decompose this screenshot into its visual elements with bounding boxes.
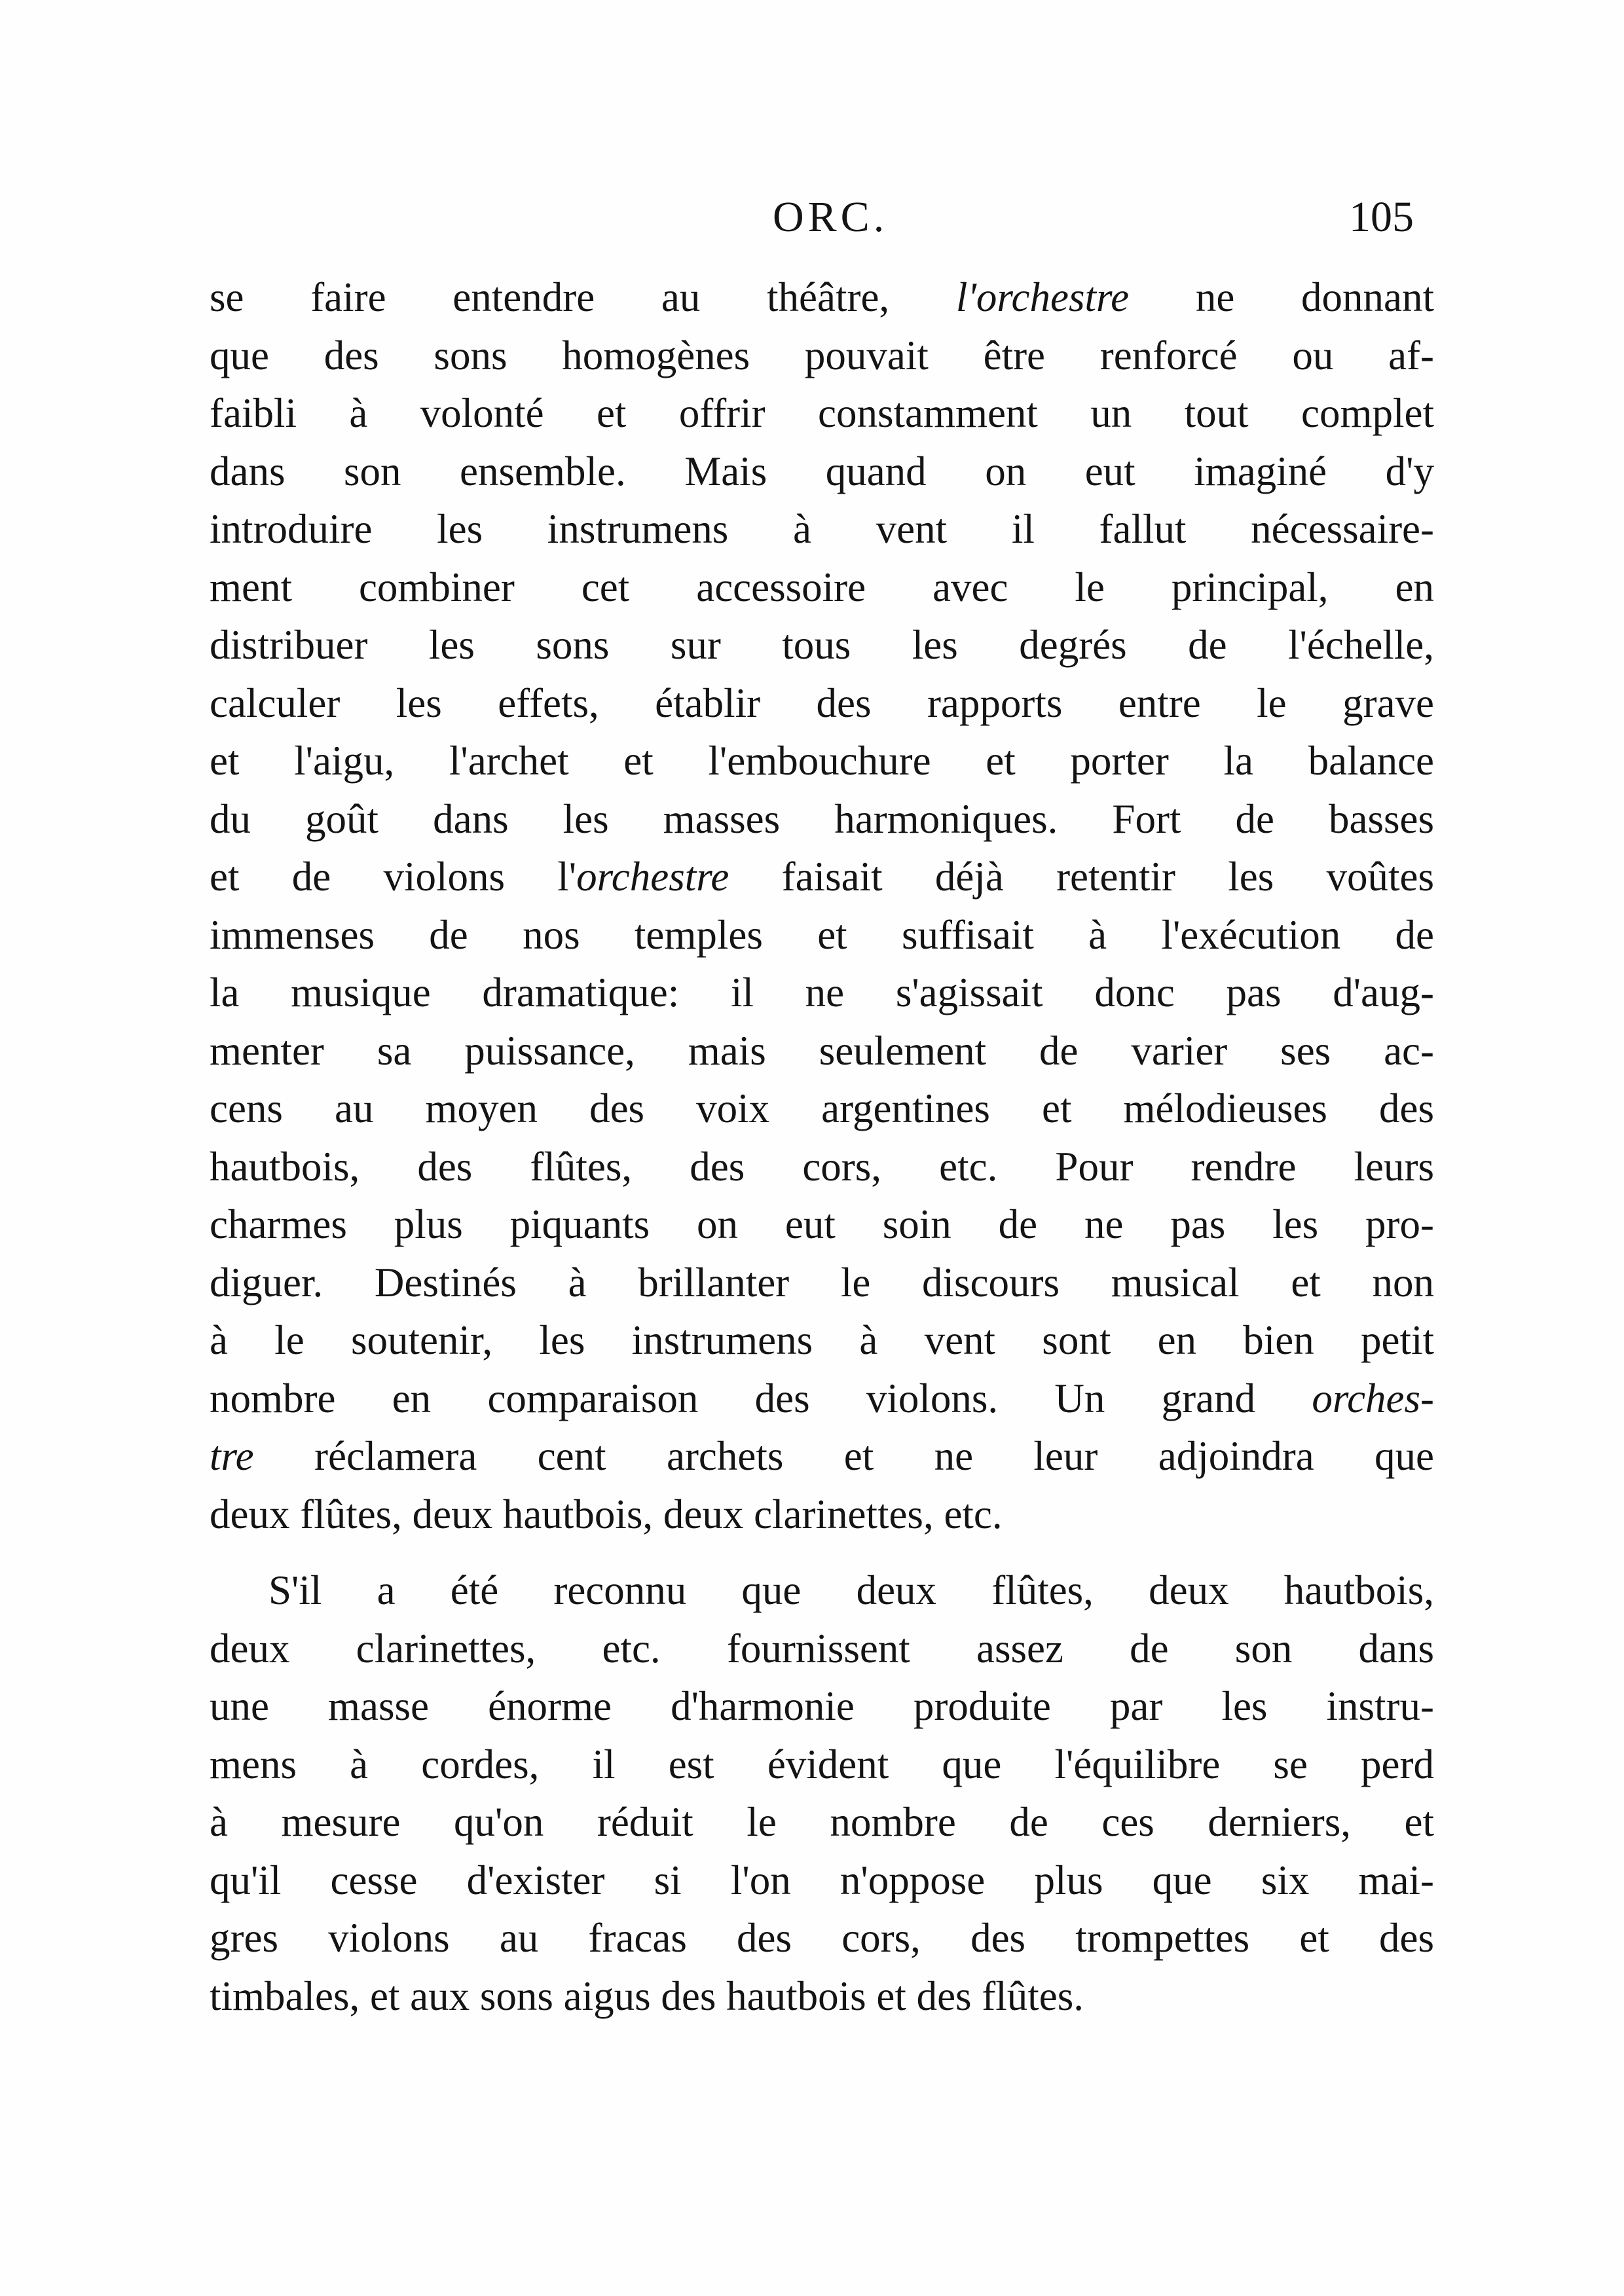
text-line: diguer. Destinés à brillanter le discours musical et non bbox=[210, 1259, 1434, 1305]
page-number: 105 bbox=[1349, 193, 1414, 241]
text-line: cens au moyen des voix argentines et mélodieuses des bbox=[210, 1085, 1434, 1131]
text-line: mens à cordes, il est évident que l'équilibre se perd bbox=[210, 1741, 1434, 1787]
text-line: se faire entendre au théâtre, l'orchestre ne donnant bbox=[210, 274, 1434, 320]
text-line: une masse énorme d'harmonie produite par les instru- bbox=[210, 1683, 1434, 1729]
text-line: la musique dramatique: il ne s'agissait donc pas d'aug- bbox=[210, 970, 1434, 1015]
text-line: hautbois, des flûtes, des cors, etc. Pour rendre leurs bbox=[210, 1143, 1434, 1190]
text-line: introduire les instrumens à vent il fallut nécessaire- bbox=[210, 506, 1434, 552]
italic-term: l'orchestre bbox=[955, 274, 1130, 320]
text-line: deux clarinettes, etc. fournissent assez de son dans bbox=[210, 1625, 1434, 1671]
text-line: S'il a été reconnu que deux flûtes, deux hautbois, bbox=[268, 1567, 1434, 1613]
paragraph-gap bbox=[210, 1543, 1434, 1561]
text-line: à mesure qu'on réduit le nombre de ces derniers, et bbox=[210, 1799, 1434, 1845]
text-line: immenses de nos temples et suffisait à l'exécution de bbox=[210, 911, 1434, 958]
text-line: nombre en comparaison des violons. Un grand orches- bbox=[210, 1375, 1434, 1421]
text-line: tre réclamera cent archets et ne leur adjoindra que bbox=[210, 1433, 1434, 1479]
text-line: du goût dans les masses harmoniques. Fort de basses bbox=[210, 795, 1434, 842]
text-line: dans son ensemble. Mais quand on eut imaginé d'y bbox=[210, 448, 1434, 494]
text-line: calculer les effets, établir des rapports entre le grave bbox=[210, 680, 1434, 726]
text-line: et l'aigu, l'archet et l'embouchure et porter la balance bbox=[210, 738, 1434, 784]
page-header bbox=[0, 185, 1624, 257]
body-text bbox=[210, 268, 1434, 2025]
text-line: charmes plus piquants on eut soin de ne pas les pro- bbox=[210, 1201, 1434, 1247]
text-line: ment combiner cet accessoire avec le principal, en bbox=[210, 564, 1434, 610]
italic-term: orches- bbox=[1312, 1375, 1434, 1421]
text-line: timbales, et aux sons aigus des hautbois et des flûtes. bbox=[210, 1973, 1084, 2019]
text-line: qu'il cesse d'exister si l'on n'oppose plus que six mai- bbox=[210, 1857, 1434, 1903]
text-line: que des sons homogènes pouvait être renforcé ou af- bbox=[210, 332, 1434, 378]
text-line: deux flûtes, deux hautbois, deux clarinettes, etc. bbox=[210, 1491, 1003, 1537]
running-head: ORC. bbox=[773, 193, 889, 241]
text-line: et de violons l'orchestre faisait déjà retentir les voûtes bbox=[210, 854, 1434, 900]
text-line: menter sa puissance, mais seulement de varier ses ac- bbox=[210, 1027, 1434, 1074]
text-line: distribuer les sons sur tous les degrés de l'échelle, bbox=[210, 622, 1434, 668]
italic-term: tre bbox=[210, 1433, 254, 1479]
paragraph-2 bbox=[210, 1561, 1434, 2025]
text-line: gres violons au fracas des cors, des trompettes et des bbox=[210, 1915, 1434, 1961]
text-line: faibli à volonté et offrir constamment un tout complet bbox=[210, 390, 1434, 436]
text-line: à le soutenir, les instrumens à vent sont en bien petit bbox=[210, 1317, 1434, 1363]
italic-term: orchestre bbox=[576, 854, 729, 900]
paragraph-1 bbox=[210, 268, 1434, 1543]
